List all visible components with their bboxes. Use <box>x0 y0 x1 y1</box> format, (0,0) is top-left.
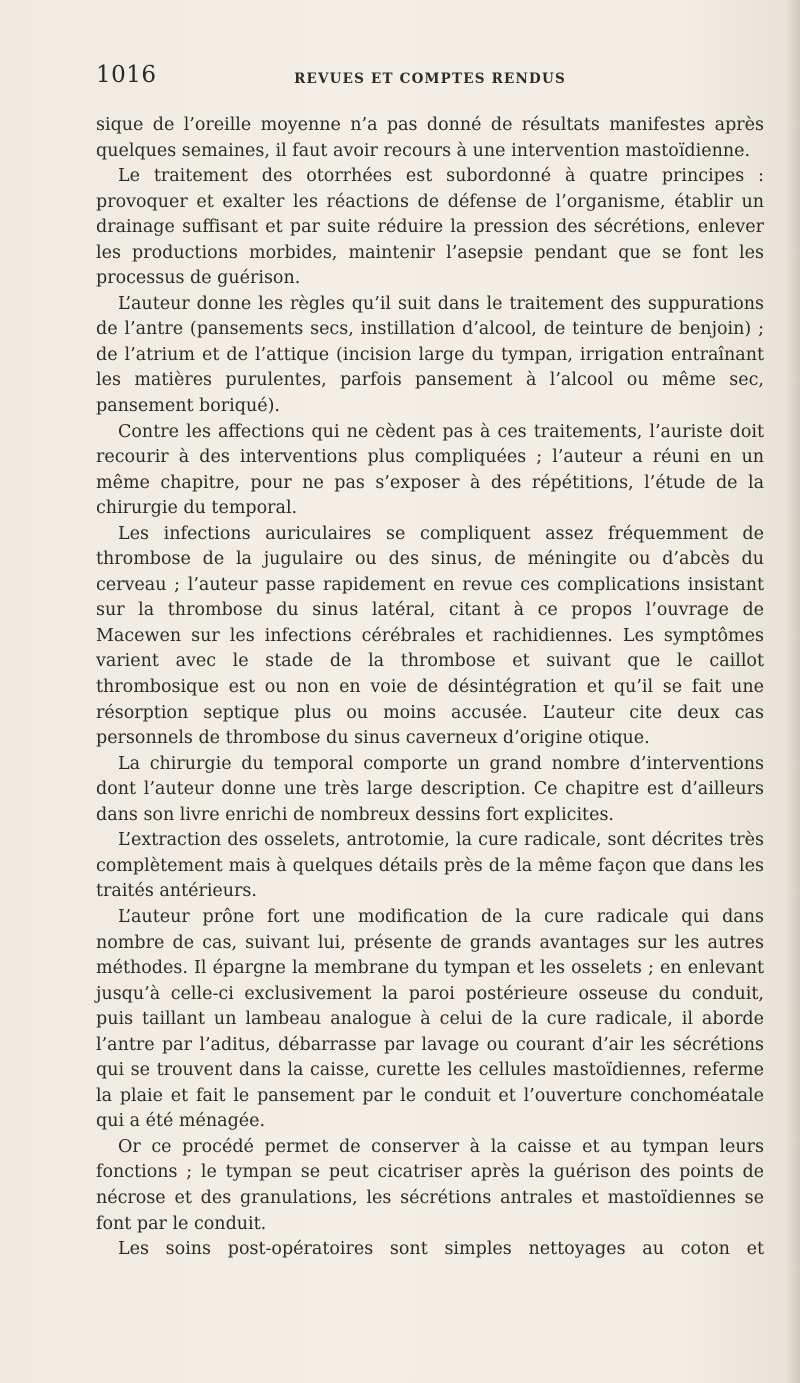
page-header <box>96 62 764 92</box>
paragraph-extraction-osselets: L’extraction des osselets, antrotomie, la cure radicale, sont décrites très complètement mais à quelques détails près de la même façon que dans les traités antérieurs. <box>96 830 764 902</box>
paragraph-otorrhees: Le traitement des otorrhées est subordonné à quatre principes : provoquer et exalter les réactions de défense de l’organisme, établir un drainage suffisant et par suite réduire la pression des sécrétions, enlever les productions morbides, maintenir l’asepsie pendant que se font les processus de guérison. <box>96 166 764 289</box>
paragraph-procede: Or ce procédé permet de conserver à la caisse et au tympan leurs fonctions ; le tympan se peut cicatriser après la guérison des points de nécrose et des granulations, les sécrétions antrales et mastoïdiennes se font par le conduit. <box>96 1136 764 1234</box>
paragraph-chirurgie-temporal: La chirurgie du temporal comporte un grand nombre d’interventions dont l’auteur donne une très large description. Ce chapitre est d’ailleurs dans son livre enrichi de nombreux dessins fort explicites. <box>96 753 764 825</box>
paragraph-continued: sique de l’oreille moyenne n’a pas donné de résultats manifestes après quelques semaines, il faut avoir recours à une intervention mastoïdienne. <box>96 115 764 161</box>
page-edge-shadow <box>786 0 800 1383</box>
paragraph-soins: Les soins post-opératoires sont simples nettoyages au coton et <box>118 1239 764 1260</box>
paragraph-regles-traitement: L’auteur donne les règles qu’il suit dans le traitement des suppurations de l’antre (pansements secs, instillation d’alcool, de teinture de benjoin) ; de l’atrium et de l’attique (incision large du tympan, irrigation entraînant les matières purulentes, parfois pansement à l’alcool ou même sec, pansement boriqué). <box>96 293 764 417</box>
page-number: 1016 <box>96 62 157 88</box>
article-body <box>96 113 764 1263</box>
running-head: REVUES ET COMPTES RENDUS <box>294 71 566 87</box>
paragraph-complications: Les infections auriculaires se compliquent assez fréquemment de thrombose de la jugulaire ou des sinus, de méningite ou d’abcès du cerveau ; l’auteur passe rapidement en revue ces complications insistant sur la thrombose du sinus latéral, citant à ce propos l’ouvrage de Macewen sur les infections cérébrales et rachidiennes. Les symptômes varient avec le stade de la thrombose et suivant que le caillot thrombosique est ou non en voie de désintégration et qu’il se fait une résorption septique plus ou moins accusée. L’auteur cite deux cas personnels de thrombose du sinus caverneux d’origine otique. <box>96 523 764 749</box>
paragraph-cure-radicale: L’auteur prône fort une modification de la cure radicale qui dans nombre de cas, suivant lui, présente de grands avantages sur les autres méthodes. Il épargne la membrane du tympan et les osselets ; en enlevant jusqu’à celle-ci exclusivement la paroi postérieure osseuse du conduit, puis taillant un lambeau analogue à celui de la cure radicale, il aborde l’antre par l’aditus, débarrasse par lavage ou courant d’air les sécrétions qui se trouvent dans la caisse, curette les cellules mastoïdiennes, referme la plaie et fait le pansement par le conduit et l’ouverture conchoméatale qui a été ménagée. <box>96 906 764 1132</box>
paragraph-interventions: Contre les affections qui ne cèdent pas à ces traitements, l’auriste doit recourir à des interventions plus compliquées ; l’auteur a réuni en un même chapitre, pour ne pas s’exposer à des répétitions, l’étude de la chirurgie du temporal. <box>96 421 764 519</box>
